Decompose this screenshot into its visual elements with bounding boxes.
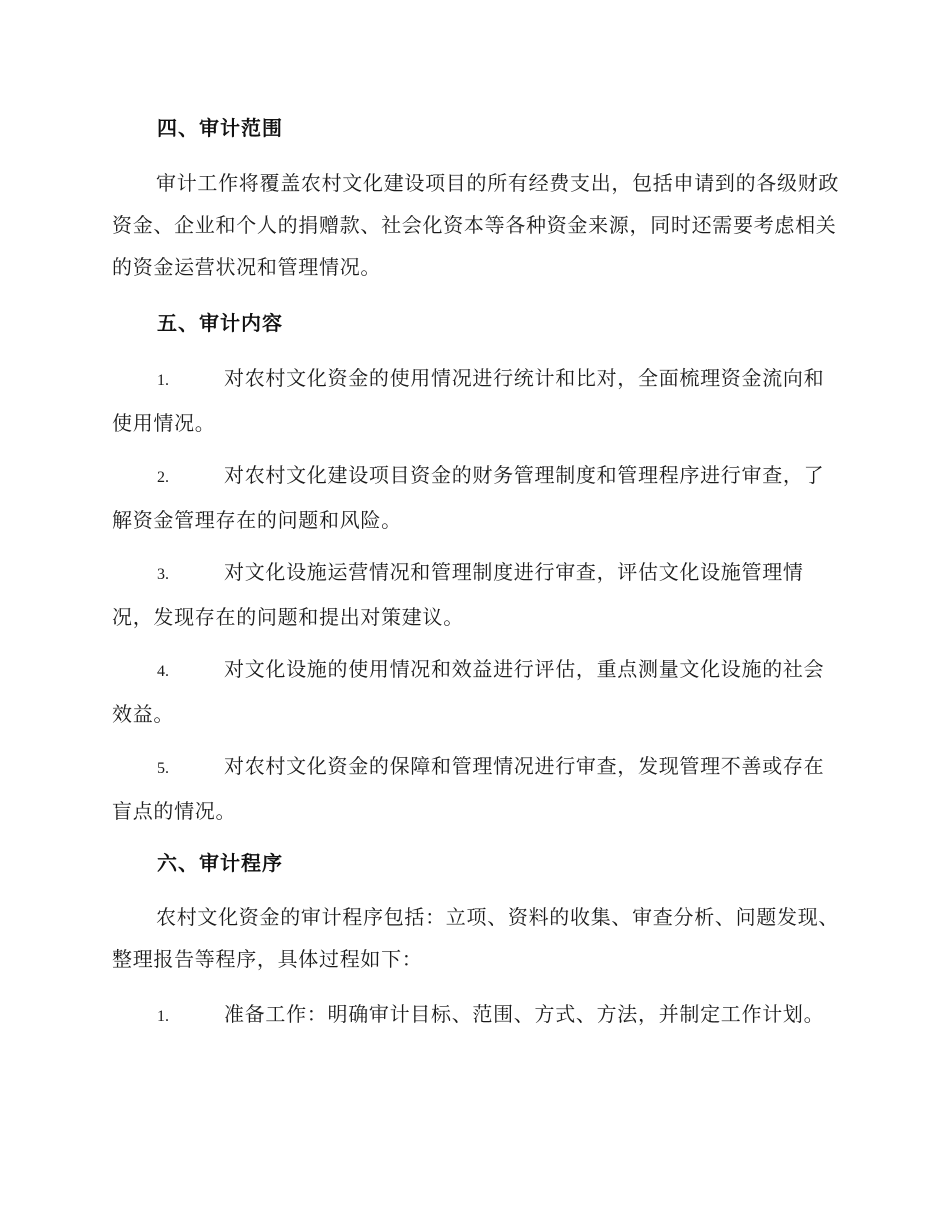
content-item-1	[112, 357, 840, 444]
item-number: 1.	[157, 1008, 169, 1025]
section-heading-content: 五、审计内容	[157, 311, 283, 335]
item-number: 2.	[157, 469, 169, 486]
item-text: 对农村文化建设项目资金的财务管理制度和管理程序进行审查，了解资金管理存在的问题和风险。	[112, 463, 825, 532]
item-text: 准备工作：明确审计目标、范围、方式、方法，并制定工作计划。	[224, 1002, 825, 1026]
scope-paragraph	[112, 162, 840, 288]
procedure-item-1	[112, 993, 840, 1038]
content-item-2	[112, 454, 840, 541]
content-item-5	[112, 745, 840, 832]
content-item-4	[112, 648, 840, 735]
section-heading-scope: 四、审计范围	[157, 116, 283, 140]
item-number: 1.	[157, 372, 169, 389]
scope-paragraph-text: 审计工作将覆盖农村文化建设项目的所有经费支出，包括申请到的各级财政资金、企业和个人的捐赠款、社会化资本等各种资金来源，同时还需要考虑相关的资金运营状况和管理情况。	[112, 171, 840, 279]
item-number: 3.	[157, 566, 169, 583]
item-text: 对农村文化资金的保障和管理情况进行审查，发现管理不善或存在盲点的情况。	[112, 754, 825, 823]
item-text: 对文化设施的使用情况和效益进行评估，重点测量文化设施的社会效益。	[112, 657, 825, 726]
item-number: 4.	[157, 663, 169, 680]
item-text: 对文化设施运营情况和管理制度进行审查，评估文化设施管理情况，发现存在的问题和提出对策建议。	[112, 560, 804, 629]
item-text: 对农村文化资金的使用情况进行统计和比对，全面梳理资金流向和使用情况。	[112, 366, 825, 435]
content-item-3	[112, 551, 840, 638]
item-number: 5.	[157, 760, 169, 777]
section-heading-procedure: 六、审计程序	[157, 851, 283, 875]
procedure-paragraph	[112, 896, 840, 980]
procedure-paragraph-text: 农村文化资金的审计程序包括：立项、资料的收集、审查分析、问题发现、整理报告等程序，具体过程如下：	[112, 905, 840, 971]
